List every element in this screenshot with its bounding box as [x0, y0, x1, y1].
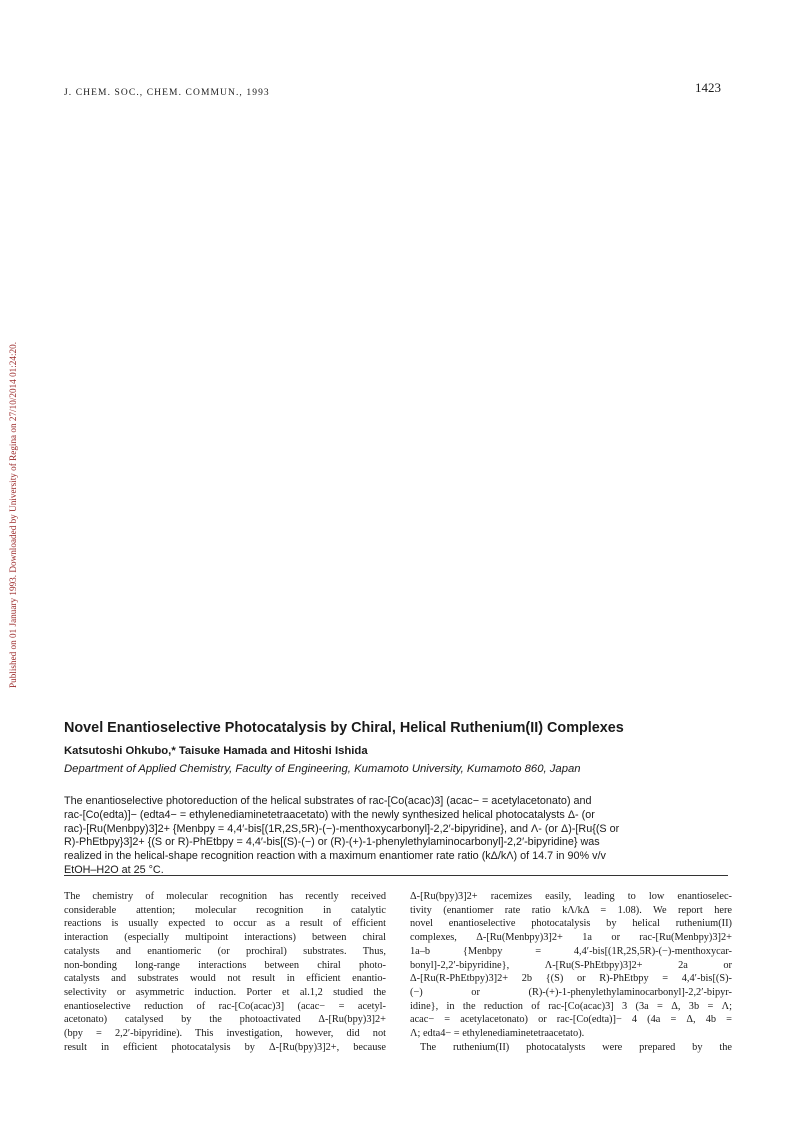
body-line: Δ-[Ru(bpy)3]2+ racemizes easily, leading to low enantioselec- [410, 891, 732, 902]
body-line: The ruthenium(II) photocatalysts were prepared by the [420, 1041, 732, 1053]
article-authors: Katsutoshi Ohkubo,* Taisuke Hamada and Hitoshi Ishida [64, 745, 368, 757]
body-line: catalysts and substrates would not result in efficient enantio- [64, 973, 386, 985]
body-line: (bpy = 2,2′-bipyridine). This investigation, however, did not [64, 1028, 386, 1040]
body-line: acac− = acetylacetonato) or rac-[Co(edta)]− 4 (4a = Δ, 4b = [410, 1014, 732, 1026]
body-line: idine}, in the reduction of rac-[Co(acac)3] 3 (3a = Δ, 3b = Λ; [410, 1000, 732, 1012]
body-line: enantioselective reduction of rac-[Co(acac)3] (acac− = acetyl- [64, 1000, 386, 1012]
article-affiliation: Department of Applied Chemistry, Faculty of Engineering, Kumamoto University, Kumamoto 860, Japan [64, 763, 581, 775]
body-line: The chemistry of molecular recognition has recently received [64, 891, 386, 902]
body-line: non-bonding long-range interactions between chiral photo- [64, 959, 386, 971]
body-line: reactions is usually expected to occur as a result of efficient [64, 918, 386, 930]
abstract [64, 795, 744, 878]
download-notice-text: Published on 01 January 1993. Downloaded by University of Regina on 27/10/2014 01:24:20. [8, 341, 18, 688]
body-line: complexes, Δ-[Ru(Menbpy)3]2+ 1a or rac-[Ru(Menbpy)3]2+ [410, 932, 732, 944]
article-title: Novel Enantioselective Photocatalysis by Chiral, Helical Ruthenium(II) Complexes [64, 720, 624, 736]
body-line: result in efficient photocatalysis by Δ-[Ru(bpy)3]2+, because [64, 1041, 386, 1053]
body-line: Λ; edta4− = ethylenediaminetetraacetato). [410, 1028, 585, 1040]
abstract-line: EtOH–H2O at 25 °C. [64, 863, 164, 876]
download-notice [8, 268, 20, 688]
abstract-line: R)-PhEtbpy}3]2+ {(S or R)-PhEtbpy = 4,4′-bis[(S)-(−) or (R)-(+)-1-phenylethylaminocarbonyl]-2,2′-bipyridine} was [64, 836, 600, 849]
body-line: considerable attention; molecular recognition in catalytic [64, 904, 386, 916]
page-number: 1423 [695, 80, 721, 95]
body-column-right [410, 890, 732, 1054]
abstract-line: rac)-[Ru(Menbpy)3]2+ {Menbpy = 4,4′-bis[(1R,2S,5R)-(−)-menthoxycarbonyl]-2,2′-bipyridine}, and Λ- (or Δ)-[Ru{(S or [64, 822, 620, 835]
running-head: J. CHEM. SOC., CHEM. COMMUN., 1993 [64, 88, 270, 98]
body-line: bonyl]-2,2′-bipyridine}, Λ-[Ru(S-PhEtbpy)3]2+ 2a or [410, 959, 732, 971]
body-line: tivity (enantiomer rate ratio kΛ/kΔ = 1.08). We report here [410, 904, 732, 916]
section-divider [64, 875, 728, 876]
body-line: catalysts and enantiomeric (or prochiral) substrates. Thus, [64, 945, 386, 957]
abstract-line: realized in the helical-shape recognition reaction with a maximum enantiomer rate ratio (kΔ/kΛ) of 14.7 in 90% v/v [64, 850, 606, 863]
body-line: novel enantioselective photocatalysis by helical ruthenium(II) [410, 918, 732, 930]
body-line: Δ-[Ru(R-PhEtbpy)3]2+ 2b {(S) or R)-PhEtbpy = 4,4′-bis[(S)- [410, 973, 732, 985]
body-line: selectivity or asymmetric induction. Porter et al.1,2 studied the [64, 986, 386, 998]
body-line: 1a–b {Menbpy = 4,4′-bis[(1R,2S,5R)-(−)-menthoxycar- [410, 945, 732, 957]
body-line: (−) or (R)-(+)-1-phenylethylaminocarbonyl]-2,2′-bipyr- [410, 986, 732, 998]
body-line: acetonato) catalysed by the photoactivated Δ-[Ru(bpy)3]2+ [64, 1014, 386, 1026]
body-column-left [64, 890, 386, 1054]
abstract-line: The enantioselective photoreduction of the helical substrates of rac-[Co(acac)3] (acac− = acetylacetonato) and [64, 795, 592, 807]
body-line: interaction (especially multipoint interactions) between chiral [64, 932, 386, 944]
abstract-line: rac-[Co(edta)]− (edta4− = ethylenediaminetetraacetato) with the newly synthesized helical photocatalysts Δ- (or [64, 808, 595, 821]
